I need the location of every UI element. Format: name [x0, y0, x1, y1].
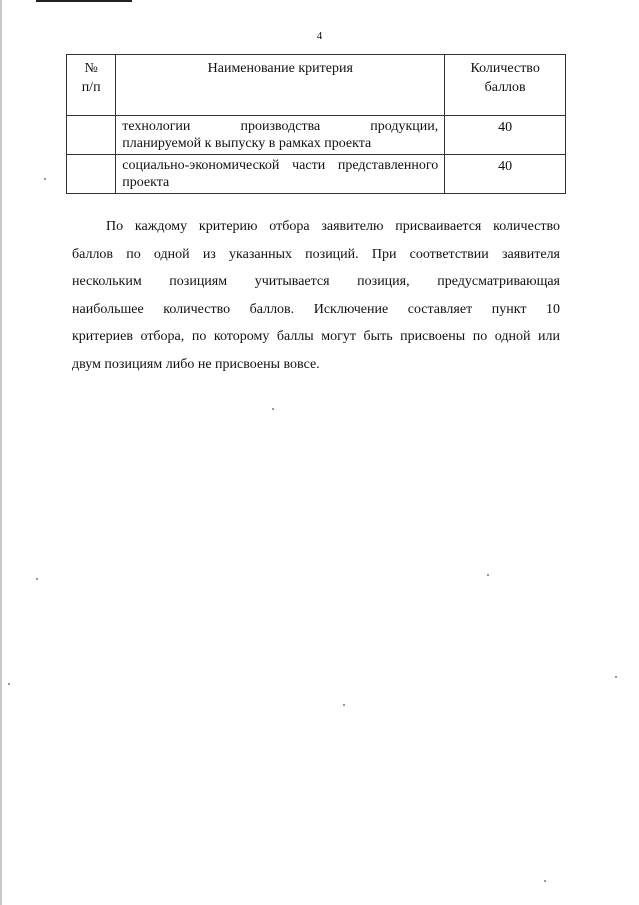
header-criterion-name: Наименование критерия [116, 55, 445, 116]
header-score-line-2: баллов [484, 80, 526, 95]
row-number-cell [67, 155, 116, 194]
paragraph-line: критериев отбора, по которому баллы могут быть присвоены по одной или [72, 329, 560, 344]
scan-left-edge [0, 0, 2, 905]
row-number-cell [67, 116, 116, 155]
scan-speck [615, 676, 617, 678]
paragraph-line: наибольшее количество баллов. Исключение составляет пункт 10 [72, 301, 560, 317]
header-number-line-1: № [84, 61, 98, 76]
score-cell: 40 [445, 155, 566, 194]
criterion-line: социально-экономической части представленного [122, 158, 439, 173]
scan-speck [272, 408, 274, 410]
paragraph-line: двум позициям либо не присвоены вовсе. [72, 356, 320, 372]
scan-speck [44, 178, 46, 180]
criterion-name-cell [116, 116, 445, 155]
paragraph-line: По каждому критерию отбора заявителю присваивается количество [106, 219, 560, 234]
body-paragraph [72, 213, 560, 378]
header-score [445, 55, 566, 116]
table-row [67, 116, 566, 155]
table-row [67, 155, 566, 194]
scan-speck [8, 683, 10, 685]
scan-speck [487, 574, 489, 576]
criterion-line: планируемой к выпуску в рамках проекта [122, 136, 372, 151]
paragraph-line: баллов по одной из указанных позиций. При соответствии заявителя [72, 246, 560, 262]
header-score-line-1: Количество [470, 61, 540, 76]
score-cell: 40 [445, 116, 566, 155]
criterion-line: проекта [122, 175, 170, 190]
scan-speck [544, 880, 546, 882]
scan-speck [36, 578, 38, 580]
scan-speck [343, 704, 345, 706]
criterion-name-cell [116, 155, 445, 194]
page-number: 4 [316, 30, 323, 42]
header-number-line-2: п/п [81, 80, 101, 95]
header-number [67, 55, 116, 116]
scan-top-line [36, 0, 132, 2]
criteria-table [66, 54, 566, 194]
paragraph-line: нескольким позициям учитывается позиция, предусматривающая [72, 274, 560, 289]
criterion-line: технологии производства продукции, [122, 119, 439, 134]
table-header-row [67, 55, 566, 116]
